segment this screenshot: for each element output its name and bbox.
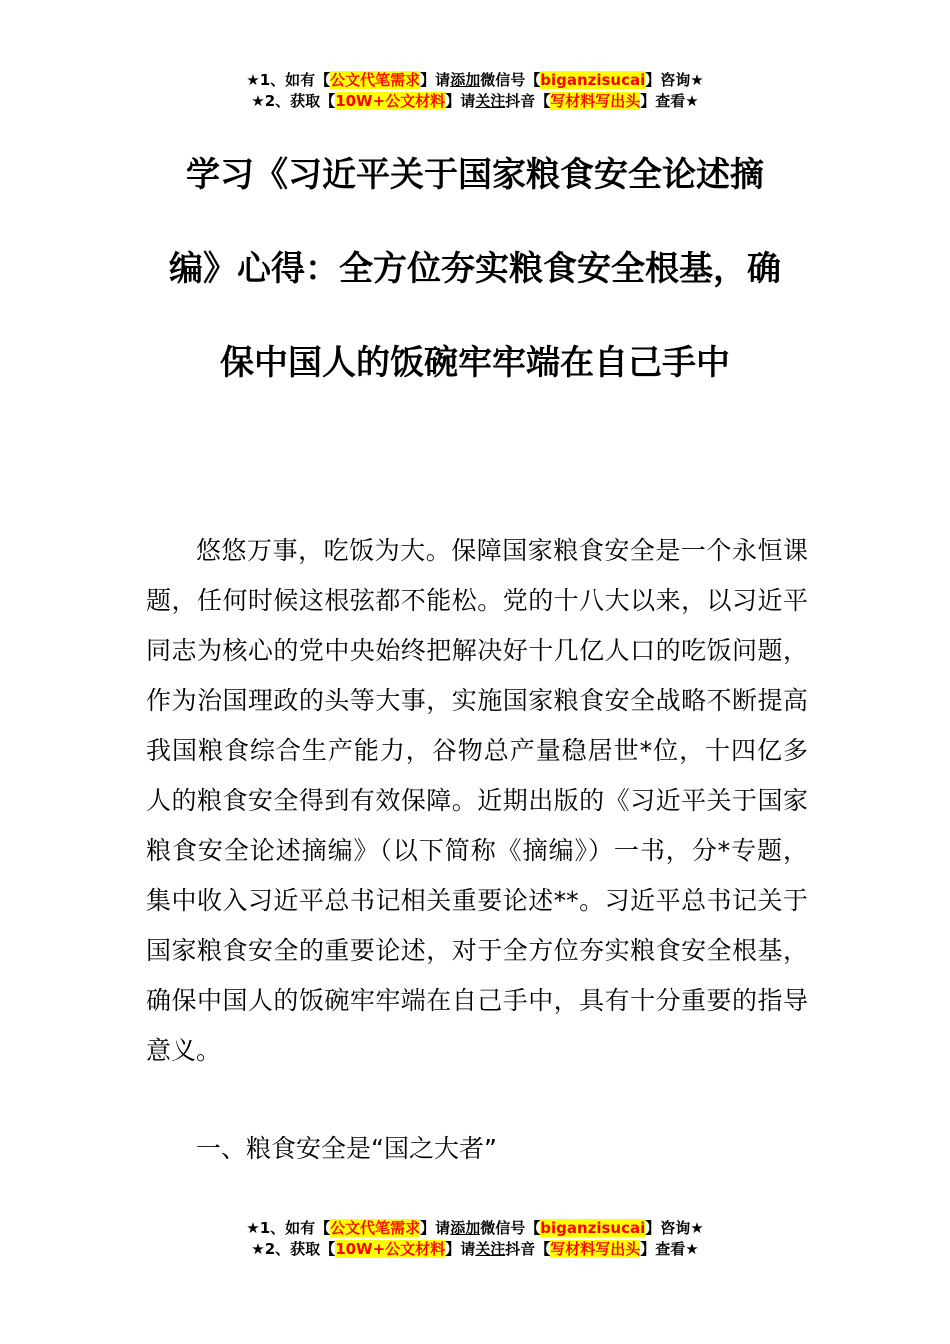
- highlight-wechat-id: biganzisucai: [540, 71, 646, 89]
- banner-text: 】请: [445, 92, 476, 110]
- banner-text: ★1、如有【: [246, 1219, 331, 1237]
- footer-banner: [0, 1218, 950, 1260]
- banner-line-1: [0, 1218, 950, 1239]
- banner-text: 】查看★: [640, 92, 699, 110]
- banner-text: 】咨询★: [645, 71, 704, 89]
- banner-emphasis: 关注: [475, 92, 506, 110]
- highlight-douyin-id: 写材料写出头: [550, 1240, 641, 1258]
- banner-text: ★2、获取【: [251, 1240, 336, 1258]
- banner-emphasis: 添加: [450, 71, 481, 89]
- banner-text: 抖音【: [505, 92, 551, 110]
- banner-emphasis: 添加: [450, 1219, 481, 1237]
- body-paragraph-1: 悠悠万事，吃饭为大。保障国家粮食安全是一个永恒课题，任何时候这根弦都不能松。党的十八大以来，以习近平同志为核心的党中央始终把解决好十几亿人口的吃饭问题，作为治国理政的头等大事，实施国家粮食安全战略不断提高我国粮食综合生产能力，谷物总产量稳居世*位，十四亿多人的粮食安全得到有效保障。近期出版的《习近平关于国家粮食安全论述摘编》（以下简称《摘编》）一书，分*专题，集中收入习近平总书记相关重要论述**。习近平总书记关于国家粮食安全的重要论述，对于全方位夯实粮食安全根基，确保中国人的饭碗牢牢端在自己手中，具有十分重要的指导意义。: [146, 536, 808, 1065]
- title-line-3: 保中国人的饭碗牢牢端在自己手中: [220, 343, 730, 383]
- banner-text: 微信号【: [480, 71, 541, 89]
- banner-line-2: [0, 1239, 950, 1260]
- highlight-materials: 10W+公文材料: [335, 92, 446, 110]
- banner-text: 】请: [420, 71, 451, 89]
- section-heading-1: 一、粮食安全是“国之大者”: [196, 1134, 497, 1163]
- banner-text: ★1、如有【: [246, 71, 331, 89]
- banner-emphasis: 关注: [475, 1240, 506, 1258]
- banner-text: 】咨询★: [645, 1219, 704, 1237]
- highlight-douyin-id: 写材料写出头: [550, 92, 641, 110]
- banner-text: 抖音【: [505, 1240, 551, 1258]
- banner-text: 】请: [445, 1240, 476, 1258]
- banner-text: ★2、获取【: [251, 92, 336, 110]
- title-line-1: 学习《习近平关于国家粮食安全论述摘: [186, 155, 764, 195]
- highlight-service: 公文代笔需求: [330, 71, 421, 89]
- header-banner: [0, 70, 950, 112]
- banner-line-2: [0, 91, 950, 112]
- banner-text: 】查看★: [640, 1240, 699, 1258]
- title-line-2: 编》心得：全方位夯实粮食安全根基，确: [169, 249, 781, 289]
- highlight-service: 公文代笔需求: [330, 1219, 421, 1237]
- banner-text: 微信号【: [480, 1219, 541, 1237]
- banner-line-1: [0, 70, 950, 91]
- highlight-materials: 10W+公文材料: [335, 1240, 446, 1258]
- document-title: [100, 128, 850, 410]
- highlight-wechat-id: biganzisucai: [540, 1219, 646, 1237]
- banner-text: 】请: [420, 1219, 451, 1237]
